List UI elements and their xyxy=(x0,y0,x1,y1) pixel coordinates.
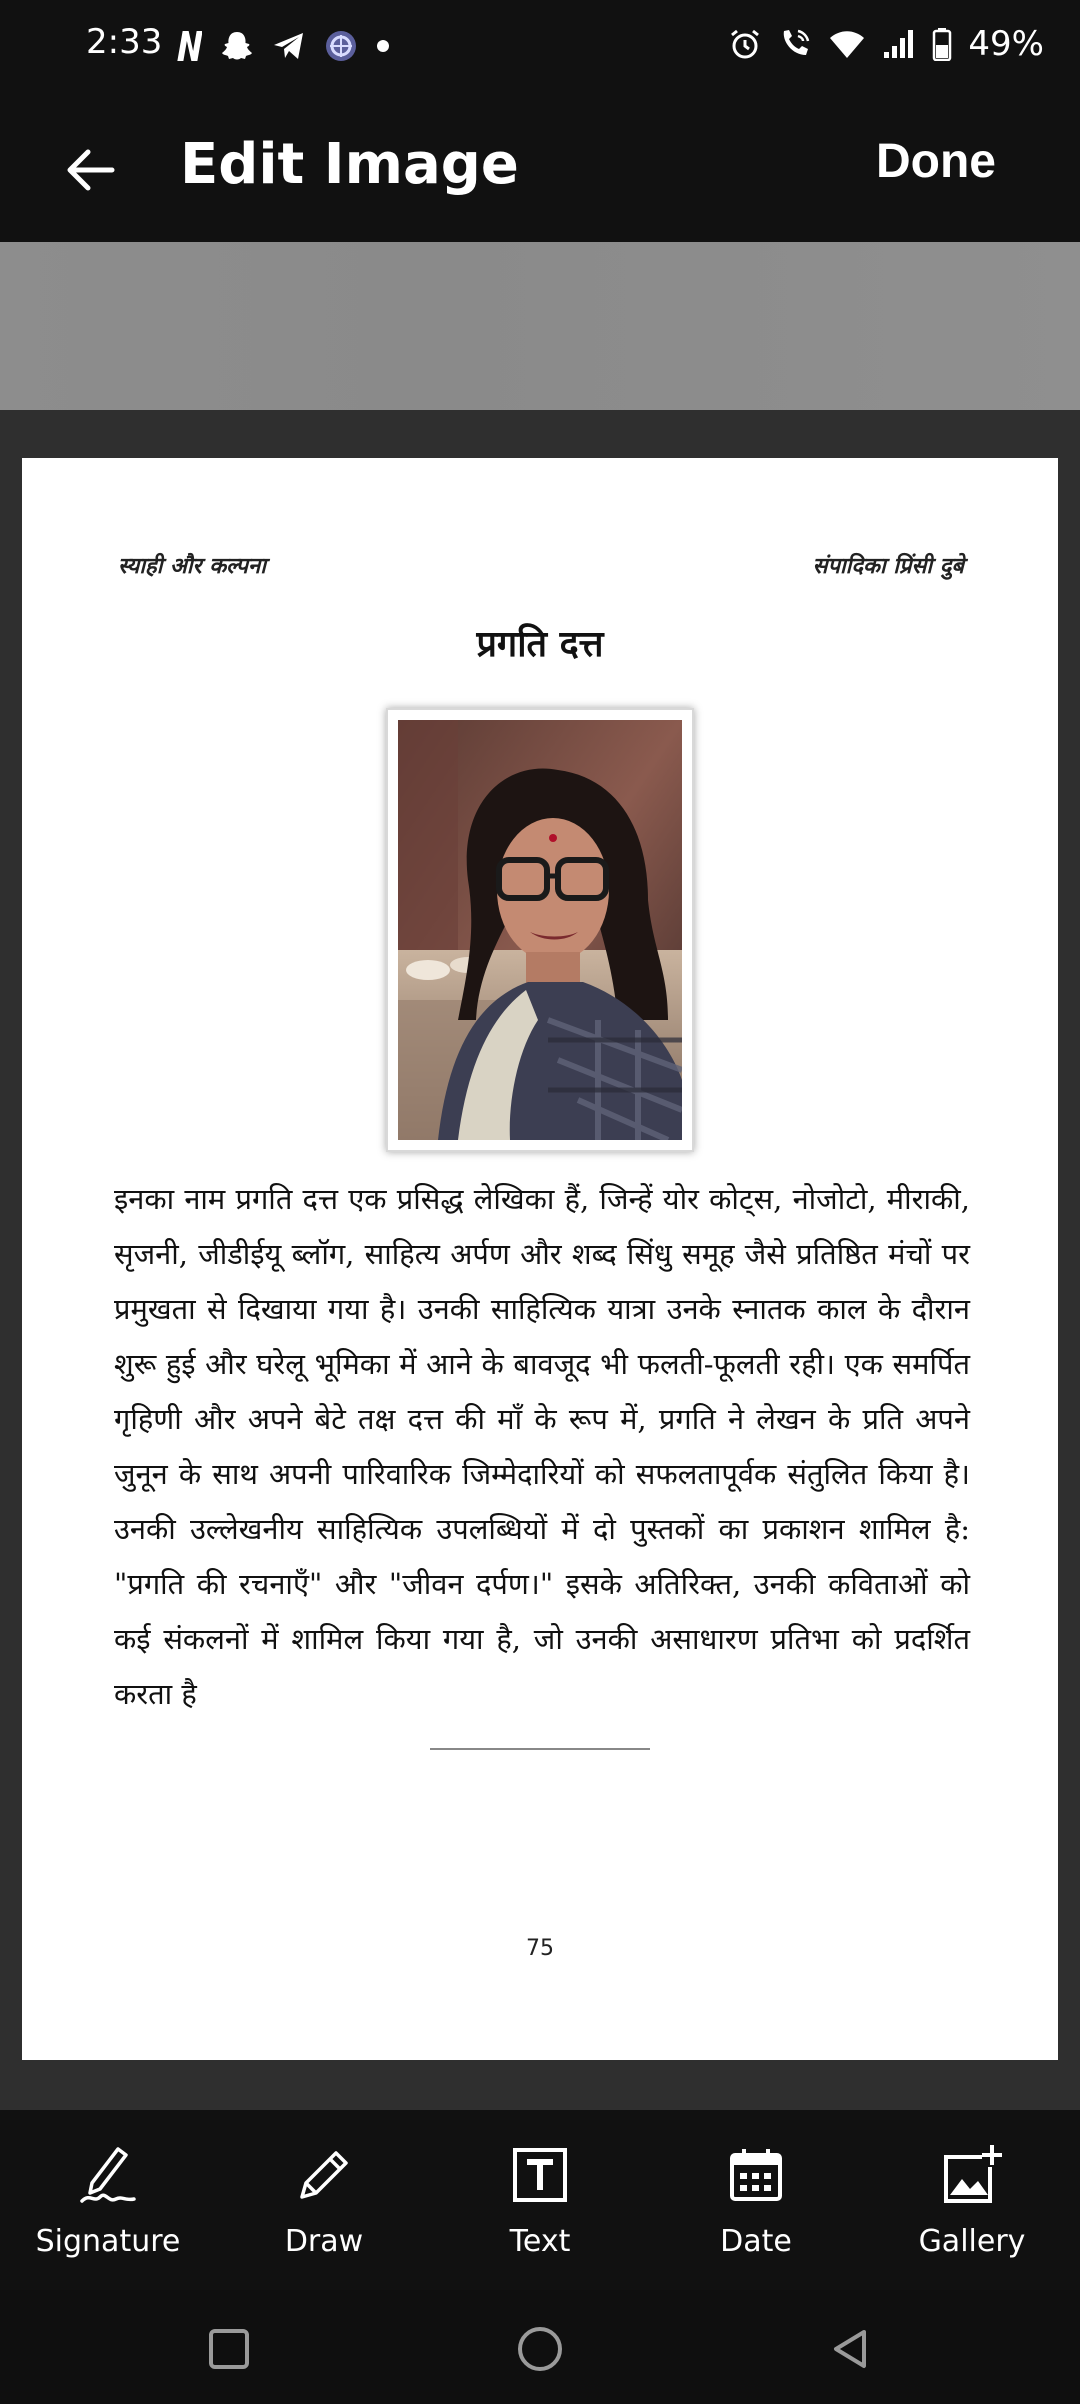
image-preview-strip xyxy=(0,242,1080,410)
snapchat-icon xyxy=(220,29,254,63)
portrait-photo xyxy=(398,720,682,1140)
battery-percentage: 49% xyxy=(968,24,1044,64)
done-button[interactable]: Done xyxy=(876,135,996,188)
text-box-icon xyxy=(510,2145,570,2205)
gallery-tool[interactable] xyxy=(864,2110,1080,2290)
header-left: स्याही और कल्पना xyxy=(118,553,266,579)
add-image-icon xyxy=(940,2143,1004,2207)
gallery-label: Gallery xyxy=(918,2224,1026,2259)
signature-tool[interactable] xyxy=(0,2110,216,2290)
wifi-icon xyxy=(828,28,866,60)
calendar-icon xyxy=(726,2145,786,2205)
back-button[interactable] xyxy=(50,130,130,210)
home-icon xyxy=(515,2324,565,2374)
recents-icon xyxy=(207,2327,251,2371)
pencil-icon xyxy=(294,2145,354,2205)
status-time: 2:33 xyxy=(86,22,163,62)
signature-label: Signature xyxy=(35,2224,181,2259)
document-title: प्रगति दत्त xyxy=(476,623,604,665)
recents-button[interactable] xyxy=(194,2314,264,2384)
portrait-photo-frame xyxy=(386,708,694,1152)
signature-icon xyxy=(78,2143,138,2207)
text-label: Text xyxy=(509,2224,571,2259)
page-number: 75 xyxy=(526,1936,554,1961)
app-icon xyxy=(324,29,358,63)
netflix-icon xyxy=(176,29,202,63)
date-tool[interactable] xyxy=(648,2110,864,2290)
signal-icon xyxy=(882,28,916,60)
page-title: Edit Image xyxy=(180,132,519,197)
battery-icon xyxy=(932,27,952,61)
edit-toolbar xyxy=(0,2110,1080,2290)
telegram-icon xyxy=(272,31,306,61)
date-label: Date xyxy=(720,2224,792,2259)
text-tool[interactable] xyxy=(432,2110,648,2290)
header-right: संपादिका प्रिंसी दुबे xyxy=(812,553,964,579)
draw-label: Draw xyxy=(284,2224,364,2259)
divider xyxy=(430,1748,650,1750)
back-triangle-icon xyxy=(828,2326,874,2372)
document-page[interactable] xyxy=(22,458,1058,2060)
status-notification-icons xyxy=(176,26,390,66)
status-bar xyxy=(0,0,1080,90)
wifi-call-icon xyxy=(778,27,812,61)
status-system-icons xyxy=(728,24,1044,64)
draw-tool[interactable] xyxy=(216,2110,432,2290)
back-nav-button[interactable] xyxy=(816,2314,886,2384)
navigation-bar xyxy=(0,2290,1080,2404)
dot-icon xyxy=(376,39,390,53)
arrow-left-icon xyxy=(64,148,116,192)
app-bar xyxy=(0,90,1080,242)
home-button[interactable] xyxy=(505,2314,575,2384)
alarm-icon xyxy=(728,27,762,61)
document-body: इनका नाम प्रगति दत्त एक प्रसिद्ध लेखिका हैं, जिन्हें योर कोट्स, नोजोटो, मीराकी, सृजनी, जीडीईयू ब्लॉग, साहित्य अर्पण और शब्द सिंधु समूह जैसे प्रतिष्ठित मंचों पर प्रमुखता से दिखाया गया है। उनकी साहित्यिक यात्रा उनके स्नातक काल के दौरान शुरू हुई और घरेलू भूमिका में आने के बावजूद भी फलती-फूलती रही। एक समर्पित गृहिणी और अपने बेटे तक्ष दत्त की माँ के रूप में, प्रगति ने लेखन के प्रति अपने जुनून के साथ अपनी पारिवारिक जिम्मेदारियों को सफलतापूर्वक संतुलित किया है। उनकी उल्लेखनीय साहित्यिक उपलब्धियों में दो पुस्तकों का प्रकाशन शामिल है: "प्रगति की रचनाएँ" और "जीवन दर्पण।" इसके अतिरिक्त, उनकी कविताओं को कई संकलनों में शामिल किया गया है, जो उनकी असाधारण प्रतिभा को प्रदर्शित करता है xyxy=(114,1182,970,1711)
